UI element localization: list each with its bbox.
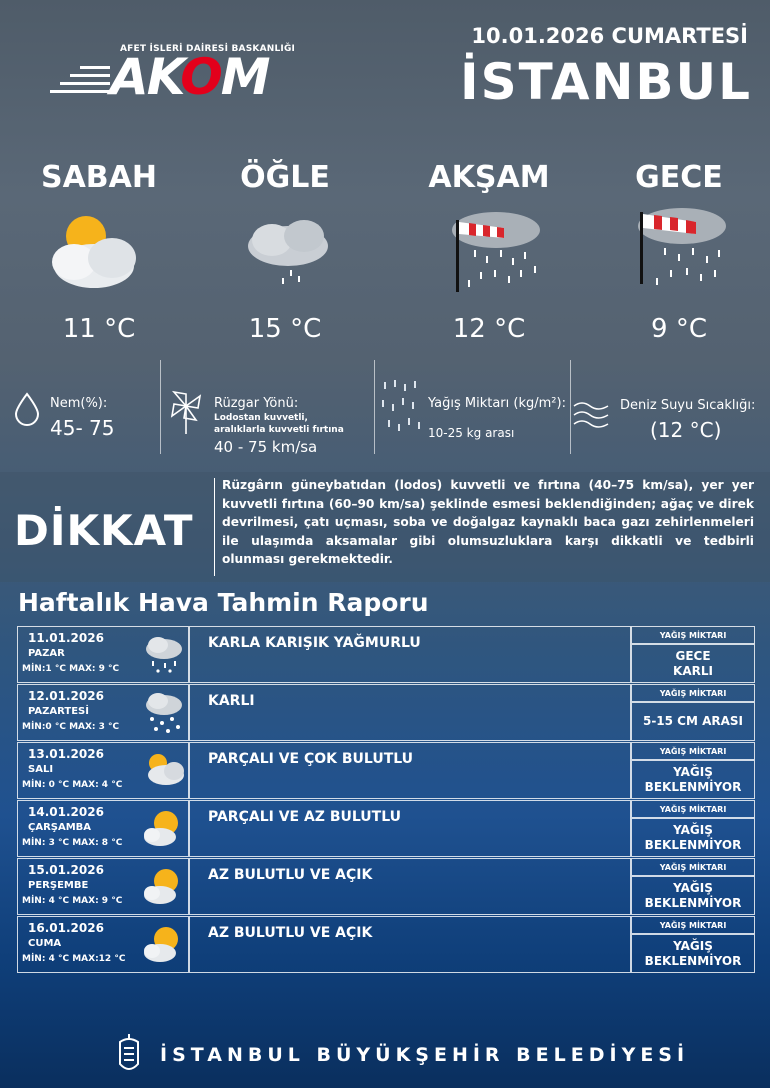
report-title: Haftalık Hava Tahmin Raporu xyxy=(18,588,429,617)
date-cell xyxy=(17,742,189,799)
row-day: SALI xyxy=(28,764,54,775)
row-day: CUMA xyxy=(28,938,62,949)
divider xyxy=(160,360,161,454)
period-temp: 9 °C xyxy=(651,314,707,344)
wind-label: Rüzgar Yönü: xyxy=(214,396,299,411)
row-desc: KARLA KARIŞIK YAĞMURLU xyxy=(208,635,421,651)
period-gece xyxy=(604,160,754,344)
row-date: 16.01.2026 xyxy=(28,921,104,935)
date-cell xyxy=(17,626,189,683)
logo-o: O xyxy=(180,48,221,106)
row-date: 13.01.2026 xyxy=(28,747,104,761)
row-desc: KARLI xyxy=(208,693,255,709)
rain-value: 10-25 kg arası xyxy=(428,426,515,440)
partly-cloudy-sun-icon xyxy=(24,200,174,310)
row-date: 11.01.2026 xyxy=(28,631,104,645)
row-date: 14.01.2026 xyxy=(28,805,104,819)
wind-value: 40 - 75 km/sa xyxy=(214,438,318,456)
row-date: 12.01.2026 xyxy=(28,689,104,703)
rain-amount-label: YAĞIŞ MİKTARI xyxy=(631,800,755,818)
divider xyxy=(570,360,571,454)
ibb-logo-icon xyxy=(110,1030,148,1078)
date-cell xyxy=(17,916,189,973)
row-minmax: MİN: 3 °C MAX: 8 °C xyxy=(22,838,123,848)
row-desc: PARÇALI VE ÇOK BULUTLU xyxy=(208,751,414,767)
divider xyxy=(374,360,375,454)
sun-cloud-icon xyxy=(138,805,188,853)
table-row xyxy=(17,684,755,741)
rain-amount-value: YAĞIŞ BEKLENMİYOR xyxy=(631,760,755,799)
sea-temp-label: Deniz Suyu Sıcaklığı: xyxy=(620,398,756,413)
rain-amount-label: YAĞIŞ MİKTARI xyxy=(631,684,755,702)
row-minmax: MİN:1 °C MAX: 9 °C xyxy=(22,664,120,674)
org-subtitle: AFET İSLERİ DAİRESİ BASKANLIĞI xyxy=(120,44,296,54)
rain-amount-value: 5-15 CM ARASI xyxy=(631,702,755,741)
row-day: ÇARŞAMBA xyxy=(28,822,92,833)
period-ogle xyxy=(210,160,360,344)
waves-icon xyxy=(572,400,612,430)
row-minmax: MİN: 0 °C MAX: 4 °C xyxy=(22,780,123,790)
city-name: İSTANBUL xyxy=(460,53,752,111)
logo-prefix: AK xyxy=(110,48,181,106)
rain-amount-label: YAĞIŞ MİKTARI xyxy=(631,626,755,644)
rain-label: Yağış Miktarı (kg/m²): xyxy=(428,396,566,411)
period-temp: 12 °C xyxy=(452,314,526,344)
table-row xyxy=(17,858,755,915)
desc-cell xyxy=(189,684,631,741)
row-minmax: MİN: 4 °C MAX:12 °C xyxy=(22,954,126,964)
weekly-table xyxy=(17,626,755,972)
rain-amount-value: GECE KARLI xyxy=(631,644,755,683)
warning-divider xyxy=(214,478,215,576)
rain-icon xyxy=(378,378,428,448)
desc-cell xyxy=(189,800,631,857)
snow-icon xyxy=(138,689,188,737)
table-row xyxy=(17,800,755,857)
row-day: PERŞEMBE xyxy=(28,880,89,891)
droplet-icon xyxy=(14,392,40,426)
header-date: 10.01.2026 CUMARTESİ xyxy=(471,24,748,48)
sun-cloud-icon xyxy=(138,921,188,969)
rain-amount-label: YAĞIŞ MİKTARI xyxy=(631,858,755,876)
table-row xyxy=(17,742,755,799)
row-day: PAZAR xyxy=(28,648,65,659)
row-desc: AZ BULUTLU VE AÇIK xyxy=(208,867,373,883)
logo-suffix: M xyxy=(220,48,269,106)
cloud-drizzle-icon xyxy=(210,200,360,310)
warning-title: DİKKAT xyxy=(14,506,194,555)
windsock-rain-icon xyxy=(604,200,754,310)
humidity-label: Nem(%): xyxy=(50,396,108,411)
period-name: AKŞAM xyxy=(428,160,550,195)
desc-cell xyxy=(189,626,631,683)
row-day: PAZARTESİ xyxy=(28,706,89,717)
rain-amount-value: YAĞIŞ BEKLENMİYOR xyxy=(631,876,755,915)
row-desc: PARÇALI VE AZ BULUTLU xyxy=(208,809,402,825)
humidity-value: 45- 75 xyxy=(50,416,115,440)
cloudy-sun-icon xyxy=(138,747,188,795)
row-minmax: MİN:0 °C MAX: 3 °C xyxy=(22,722,120,732)
rain-amount-value: YAĞIŞ BEKLENMİYOR xyxy=(631,934,755,973)
period-temp: 15 °C xyxy=(248,314,322,344)
table-row xyxy=(17,626,755,683)
period-name: SABAH xyxy=(40,160,157,195)
date-cell xyxy=(17,800,189,857)
period-aksam xyxy=(414,160,564,344)
row-minmax: MİN: 4 °C MAX: 9 °C xyxy=(22,896,123,906)
date-cell xyxy=(17,684,189,741)
warning-text: Rüzgârın güneybatıdan (lodos) kuvvetli ve fırtına (40–75 km/sa), yer yer kuvvetli fırtına (60–90 km/sa) şeklinde esmesi beklendiğinden; ağaç ve direk devrilmesi, çatı uçması, soba ve doğalgaz kaynaklı baca gazı zehirlenmeleri ile ulaşımda aksamalar gibi olumsuzluklara karşı dikkatli ve tedbirli olunması gerekmektedir. xyxy=(222,478,754,566)
sleet-icon xyxy=(138,631,188,679)
desc-cell xyxy=(189,858,631,915)
footer-text: İSTANBUL BÜYÜKŞEHİR BELEDİYESİ xyxy=(160,1044,690,1066)
sea-temp-value: (12 °C) xyxy=(650,418,722,442)
desc-cell xyxy=(189,742,631,799)
rain-amount-label: YAĞIŞ MİKTARI xyxy=(631,742,755,760)
rain-amount-value: YAĞIŞ BEKLENMİYOR xyxy=(631,818,755,857)
period-name: GECE xyxy=(635,160,723,195)
wind-detail-1: Lodostan kuvvetli, xyxy=(214,413,308,423)
period-temp: 11 °C xyxy=(62,314,136,344)
date-cell xyxy=(17,858,189,915)
row-desc: AZ BULUTLU VE AÇIK xyxy=(208,925,373,941)
table-row xyxy=(17,916,755,973)
akom-speed-lines-icon xyxy=(50,62,110,100)
sun-cloud-icon xyxy=(138,863,188,911)
windsock-rain-icon xyxy=(414,200,564,310)
rain-amount-label: YAĞIŞ MİKTARI xyxy=(631,916,755,934)
wind-detail-2: aralıklarla kuvvetli fırtına xyxy=(214,425,344,435)
desc-cell xyxy=(189,916,631,973)
period-name: ÖĞLE xyxy=(240,160,330,195)
info-strip xyxy=(0,356,770,466)
row-date: 15.01.2026 xyxy=(28,863,104,877)
period-sabah xyxy=(24,160,174,344)
pinwheel-icon xyxy=(166,386,206,436)
